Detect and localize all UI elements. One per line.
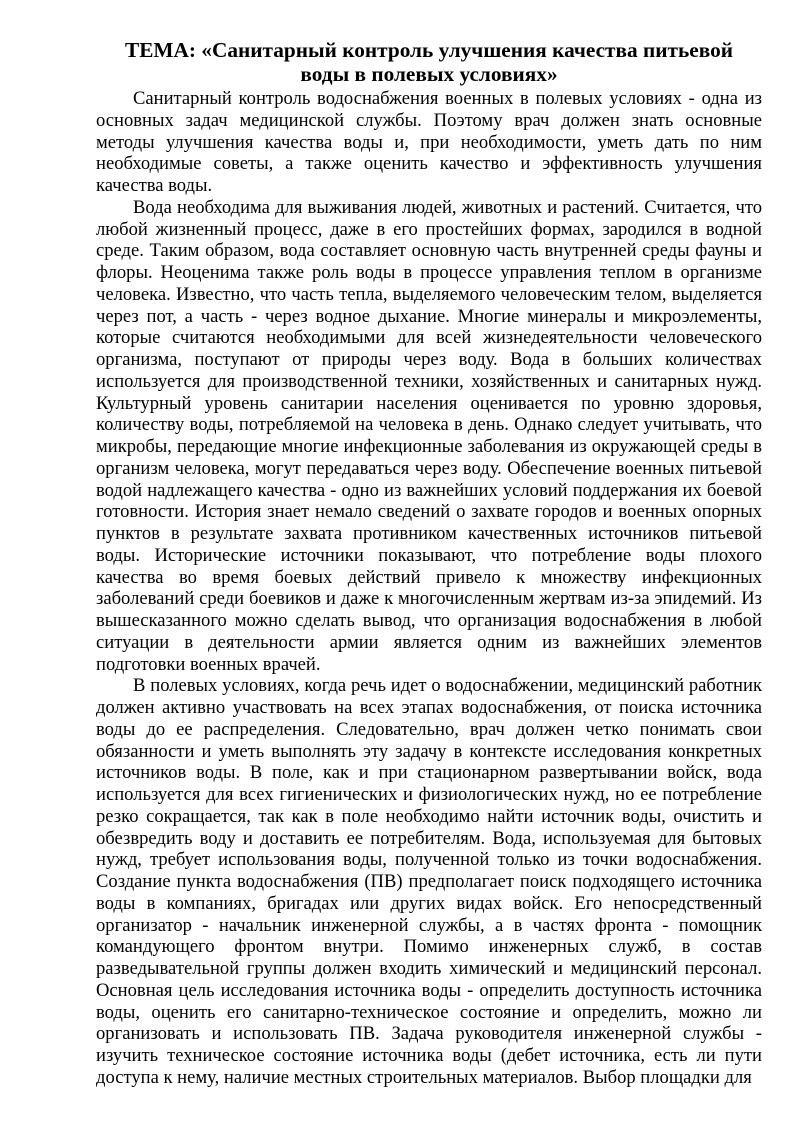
paragraph-2: Вода необходима для выживания людей, животных и растений. Считается, что любой жизненный процесс, даже в его простейших формах, зародился в водной среде. Таким образом, вода составляет основную часть внутренней среды фауны и флоры. Неоценима также роль воды в процессе управления теплом в организме человека. Известно, что часть тепла, выделяемого человеческим телом, выделяется через пот, а часть - через водное дыхание. Многие минералы и микроэлементы, которые считаются необходимыми для всей жизнедеятельности человеческого организма, поступают от природы через воду. Вода в больших количествах используется для производственной техники, хозяйственных и санитарных нужд. Культурный уровень санитарии населения оценивается по уровню здоровья, количеству воды, потребляемой на человека в день. Однако следует учитывать, что микробы, передающие многие инфекционные заболевания из окружающей среды в организм человека, могут передаваться через воду. Обеспечение военных питьевой водой надлежащего качества - одно из важнейших условий поддержания их боевой готовности. История знает немало сведений о захвате городов и военных опорных пунктов в результате захвата противником качественных источников питьевой воды. Исторические источники показывают, что потребление воды плохого качества во время боевых действий привело к множеству инфекционных заболеваний среди боевиков и даже к многочисленным жертвам из-за эпидемий. Из вышесказанного можно сделать вывод, что организация водоснабжения в любой ситуации в деятельности армии является одним из важнейших элементов подготовки военных врачей. xyxy=(96,196,762,675)
paragraph-3: В полевых условиях, когда речь идет о водоснабжении, медицинский работник должен активно участвовать на всех этапах водоснабжения, от поиска источника воды до ее распределения. Следовательно, врач должен четко понимать свои обязанности и уметь выполнять эту задачу в контексте исследования конкретных источников воды. В поле, как и при стационарном развертывании войск, вода используется для всех гигиенических и физиологических нужд, но ее потребление резко сокращается, так как в поле необходимо найти источник воды, очистить и обезвредить воду и доставить ее потребителям. Вода, используемая для бытовых нужд, требует использования воды, полученной только из точки водоснабжения. Создание пункта водоснабжения (ПВ) предполагает поиск подходящего источника воды в компаниях, бригадах или других видах войск. Его непосредственный организатор - начальник инженерной службы, а в частях фронта - помощник командующего фронтом внутри. Помимо инженерных служб, в состав разведывательной группы должен входить химический и медицинский персонал. Основная цель исследования источника воды - определить доступность источника воды, оценить его санитарно-техническое состояние и определить, можно ли организовать и использовать ПВ. Задача руководителя инженерной службы - изучить техническое состояние источника воды (дебет источника, есть ли пути доступа к нему, наличие местных строительных материалов. Выбор площадки для xyxy=(96,675,762,1088)
paragraph-1: Санитарный контроль водоснабжения военных в полевых условиях - одна из основных задач медицинской службы. Поэтому врач должен знать основные методы улучшения качества воды и, при необходимости, уметь дать по ним необходимые советы, а также оценить качество и эффективность улучшения качества воды. xyxy=(96,88,762,196)
document-title xyxy=(96,38,762,86)
title-line-2: воды в полевых условиях» xyxy=(300,62,558,86)
title-line-1: ТЕМА: «Санитарный контроль улучшения качества питьевой xyxy=(124,38,733,62)
document-page xyxy=(96,38,762,1089)
